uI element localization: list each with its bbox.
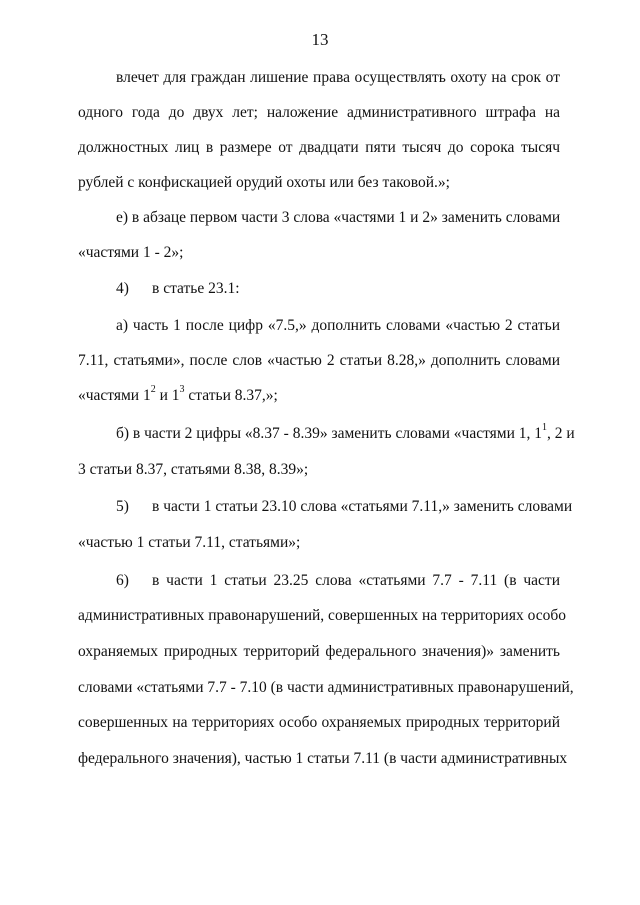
text-line: федерального значения), частью 1 статьи 7.11 (в части административных: [78, 750, 568, 767]
list-item-number: 6): [116, 572, 129, 589]
text-fragment: , 2 и: [547, 425, 575, 442]
text-line: рублей с конфискацией орудий охоты или без таковой.»;: [78, 174, 450, 191]
page-number: 13: [311, 30, 329, 49]
text-line: «частями 1 - 2»;: [78, 244, 184, 261]
text-line: 7.11, статьями», после слов «частью 2 статьи 8.28,» дополнить словами: [78, 352, 560, 369]
text-line: влечет для граждан лишение права осуществлять охоту на срок от: [116, 69, 560, 86]
superscript: 3: [179, 383, 185, 395]
text-line: е) в абзаце первом части 3 слова «частями 1 и 2» заменить словами: [116, 209, 561, 226]
text-fragment: «частями 1: [78, 387, 151, 404]
text-fragment: статьи 8.37,»;: [184, 387, 278, 404]
list-item-5: [78, 497, 573, 517]
text-fragment: и 1: [155, 387, 180, 404]
list-item-4: [78, 279, 560, 299]
list-item-number: 4): [116, 280, 129, 297]
text-line: словами «статьями 7.7 - 7.10 (в части административных правонарушений,: [78, 679, 574, 696]
text-line-with-superscripts: [78, 383, 560, 406]
text-line: 3 статьи 8.37, статьями 8.38, 8.39»;: [78, 461, 309, 478]
text-line: должностных лиц в размере от двадцати пяти тысяч до сорока тысяч: [78, 139, 560, 156]
superscript: 1: [542, 421, 548, 433]
list-item-text: в статье 23.1:: [152, 280, 240, 297]
superscript: 2: [150, 383, 156, 395]
text-line-with-superscripts: [78, 421, 575, 444]
text-fragment: б) в части 2 цифры «8.37 - 8.39» заменить словами «частями 1, 1: [116, 425, 543, 442]
text-line: административных правонарушений, совершенных на территориях особо: [78, 607, 567, 624]
list-item-6: [78, 571, 560, 591]
list-item-text: в части 1 статьи 23.10 слова «статьями 7.11,» заменить словами: [152, 498, 573, 515]
text-line: одного года до двух лет; наложение административного штрафа на: [78, 104, 560, 121]
list-item-number: 5): [116, 498, 129, 515]
text-line: совершенных на территориях особо охраняемых природных территорий: [78, 714, 560, 731]
list-item-text: в части 1 статьи 23.25 слова «статьями 7.7 - 7.11 (в части: [152, 572, 560, 589]
text-line: охраняемых природных территорий федерального значения)» заменить: [78, 643, 560, 660]
text-line: а) часть 1 после цифр «7.5,» дополнить словами «частью 2 статьи: [116, 317, 560, 334]
text-line: «частью 1 статьи 7.11, статьями»;: [78, 534, 301, 551]
